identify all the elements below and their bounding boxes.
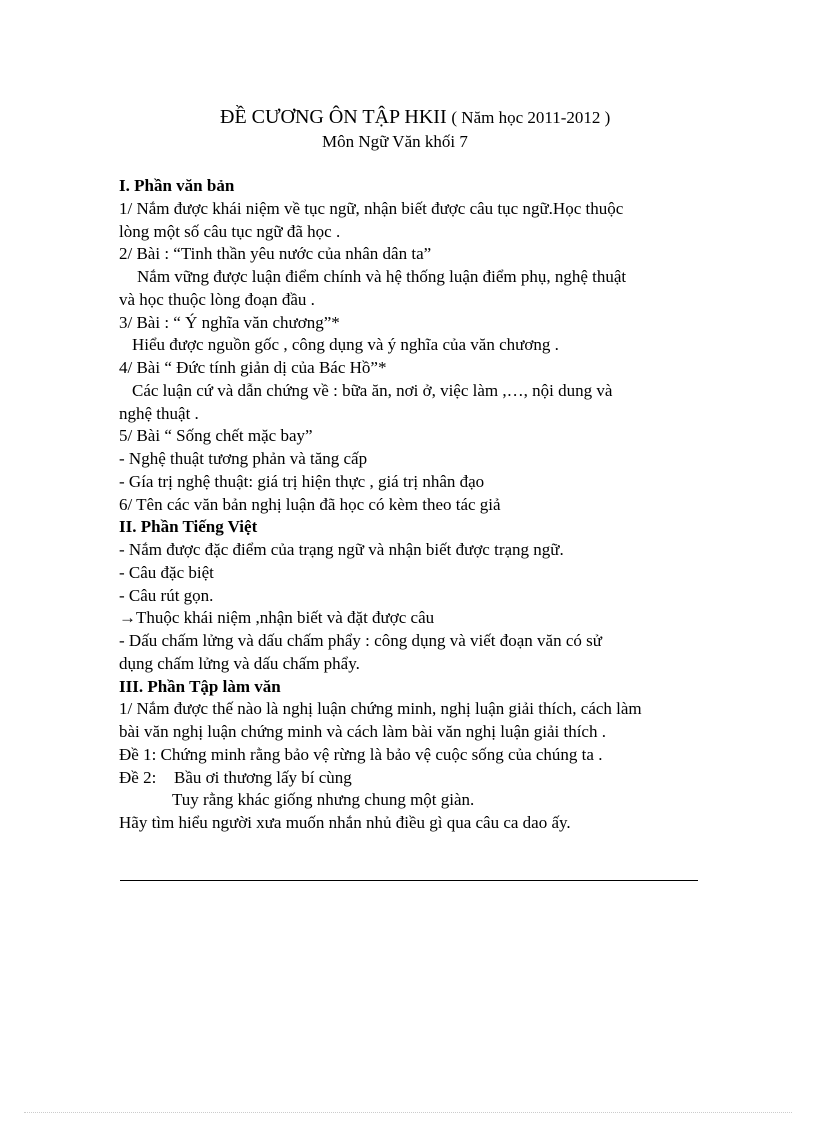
text-line: nghệ thuật . [119, 403, 199, 423]
text-line: - Gía trị nghệ thuật: giá trị hiện thực , giá trị nhân đạo [119, 471, 485, 491]
page-border [24, 1112, 792, 1113]
text-line: 2/ Bài : “Tinh thần yêu nước của nhân dân ta” [119, 244, 432, 264]
document-subtitle: Môn Ngữ Văn khối 7 [322, 132, 468, 151]
text-line: bài văn nghị luận chứng minh và cách làm bài văn nghị luận giải thích . [119, 722, 606, 741]
text-line: - Câu rút gọn. [119, 585, 214, 605]
text-line: Đề 1: Chứng minh rằng bảo vệ rừng là bảo vệ cuộc sống của chúng ta . [119, 744, 603, 764]
text-line: Các luận cứ và dẫn chứng về : bữa ăn, nơi ở, việc làm ,…, nội dung và [132, 380, 613, 400]
section-heading: III. Phần Tập làm văn [119, 676, 281, 696]
school-year: ( Năm học 2011-2012 ) [451, 108, 611, 127]
verse-line: Bầu ơi thương lấy bí cùng [174, 767, 352, 787]
text-line: Nắm vững được luận điểm chính và hệ thống luận điểm phụ, nghệ thuật [137, 267, 627, 286]
text-line: 5/ Bài “ Sống chết mặc bay” [119, 426, 313, 446]
text-line: →Thuộc khái niệm ,nhận biết và đặt được câu [119, 608, 435, 628]
text-line: 6/ Tên các văn bản nghị luận đã học có kèm theo tác giả [119, 494, 501, 514]
document-body [119, 175, 719, 835]
text-line: 3/ Bài : “ Ý nghĩa văn chương”* [119, 312, 340, 332]
text-line: lòng một số câu tục ngữ đã học . [119, 221, 341, 241]
text-line: - Câu đặc biệt [119, 562, 214, 582]
text-line: Hãy tìm hiểu người xưa muốn nhắn nhủ điều gì qua câu ca dao ấy. [119, 813, 571, 832]
section-heading: II. Phần Tiếng Việt [119, 517, 258, 537]
text-line: và học thuộc lòng đoạn đầu . [119, 289, 315, 309]
horizontal-rule [120, 880, 698, 881]
de2-label: Đề 2: [119, 767, 157, 787]
text-line: dụng chấm lửng và dấu chấm phẩy. [119, 653, 360, 673]
text-line: 1/ Nắm được thế nào là nghị luận chứng minh, nghị luận giải thích, cách làm [119, 699, 642, 719]
text-line: - Dấu chấm lửng và dấu chấm phẩy : công dụng và viết đoạn văn có sử [119, 631, 602, 650]
text-line: 1/ Nắm được khái niệm về tục ngữ, nhận biết được câu tục ngữ.Học thuộc [119, 198, 624, 218]
text-line: - Nghệ thuật tương phản và tăng cấp [119, 449, 368, 468]
text-line: - Nắm được đặc điểm của trạng ngữ và nhận biết được trạng ngữ. [119, 540, 564, 559]
title-main: ĐỀ CƯƠNG ÔN TẬP HKII [220, 106, 447, 128]
section-heading: I. Phần văn bản [119, 176, 235, 195]
text-line: 4/ Bài “ Đức tính giản dị của Bác Hồ”* [119, 358, 387, 377]
document-title [220, 106, 610, 129]
text-line: Hiểu được nguồn gốc , công dụng và ý nghĩa của văn chương . [132, 335, 559, 355]
text-line [119, 767, 719, 790]
verse-line: Tuy rằng khác giống nhưng chung một giàn. [172, 790, 475, 810]
